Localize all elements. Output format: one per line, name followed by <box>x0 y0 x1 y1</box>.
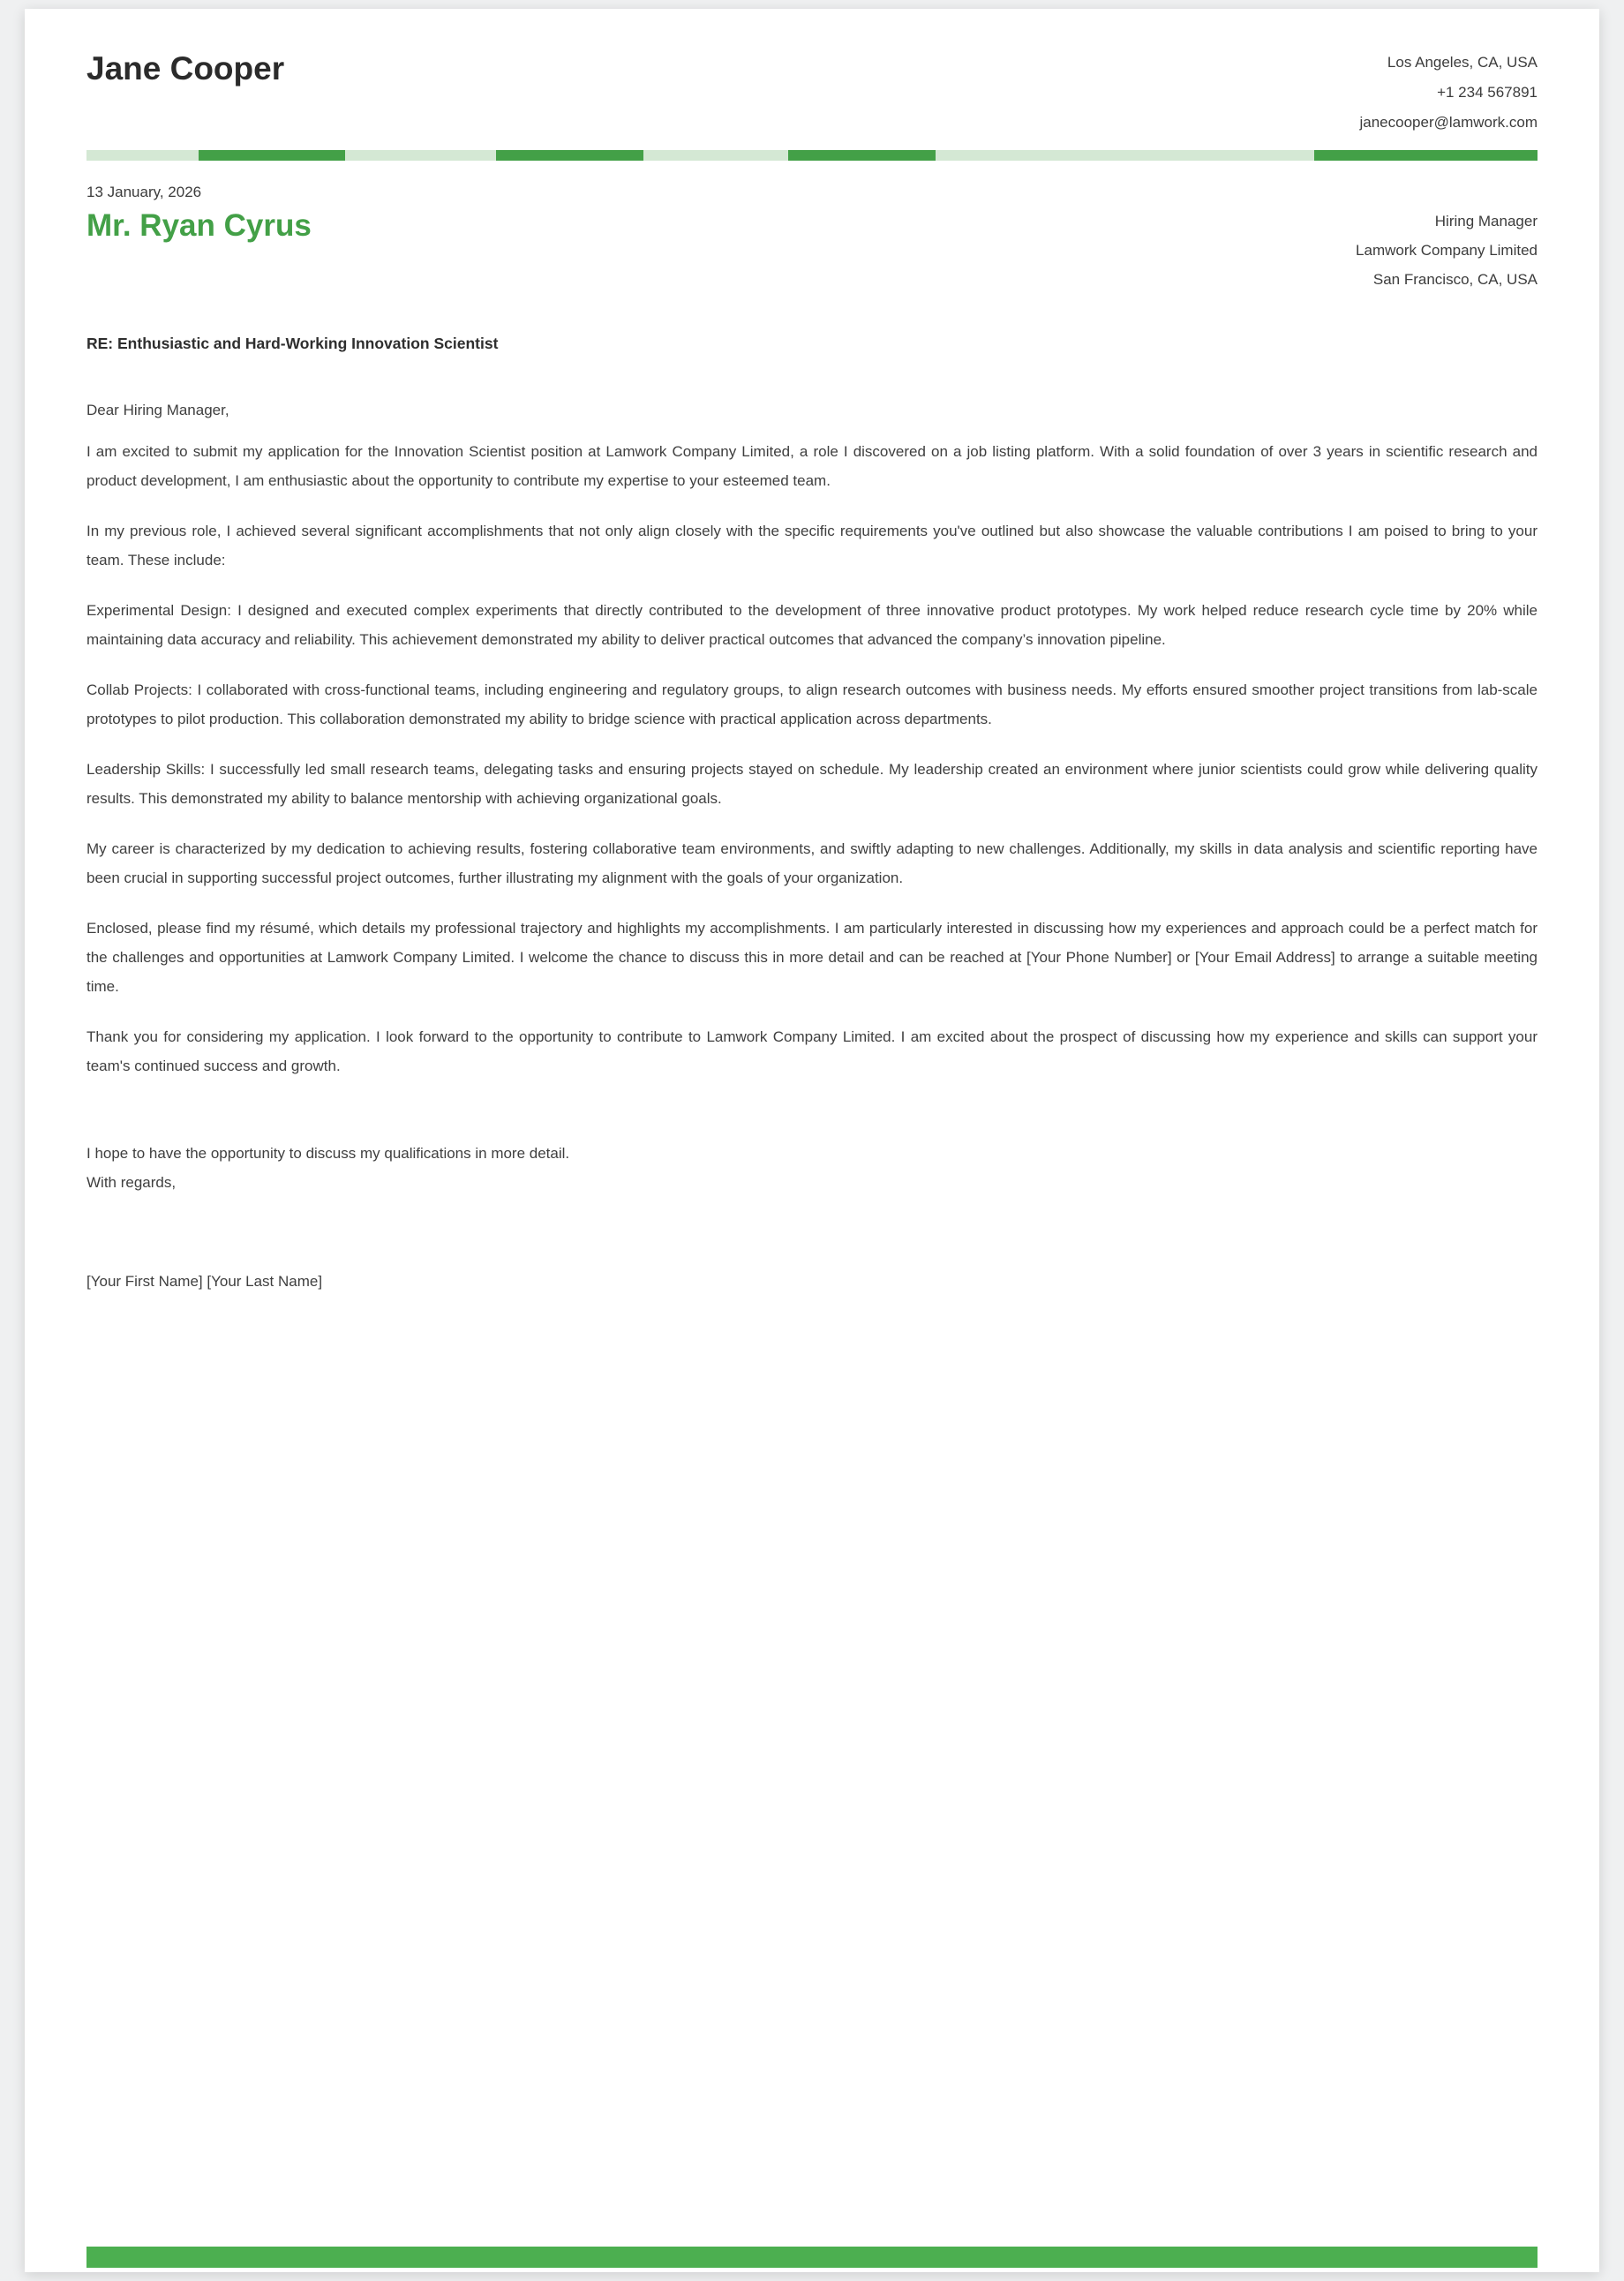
footer-bar <box>86 2247 1538 2268</box>
letter-body <box>86 395 1538 1080</box>
divider-segment <box>345 150 497 161</box>
sender-name: Jane Cooper <box>86 50 285 87</box>
divider-segment <box>199 150 345 161</box>
body-paragraph: Leadership Skills: I successfully led small research teams, delegating tasks and ensuring projects stayed on schedule. My leadership created an environment where junior scientists could grow while delivering quality results. This demonstrated my ability to balance mentorship with achieving organizational goals. <box>86 761 1538 807</box>
divider-segment <box>788 150 936 161</box>
cover-letter-page <box>25 9 1599 2272</box>
divider-segment <box>86 150 199 161</box>
divider-segment <box>936 150 1314 161</box>
divider-segment <box>643 150 788 161</box>
letter-header <box>86 48 1538 138</box>
sender-phone: +1 234 567891 <box>1437 84 1538 101</box>
body-paragraph: I am excited to submit my application for the Innovation Scientist position at Lamwork Company Limited, a role I discovered on a job listing platform. With a solid foundation of over 3 years in scientific research and product development, I am enthusiastic about the opportunity to contribute my expertise to your esteemed team. <box>86 443 1538 489</box>
body-paragraph: Collab Projects: I collaborated with cross-functional teams, including engineering and regulatory groups, to align research outcomes with business needs. My efforts ensured smoother project transitions from lab-scale prototypes to pilot production. This collaboration demonstrated my ability to bridge science with practical application across departments. <box>86 681 1538 727</box>
divider-segment <box>1314 150 1538 161</box>
body-paragraph: Experimental Design: I designed and executed complex experiments that directly contributed to the development of three innovative product prototypes. My work helped reduce research cycle time by 20% while maintaining data accuracy and reliability. This achievement demonstrated my ability to deliver practical outcomes that advanced the company’s innovation pipeline. <box>86 602 1538 648</box>
closing-block <box>86 1139 1538 1197</box>
signature-name: [Your First Name] [Your Last Name] <box>86 1273 323 1290</box>
sender-email: janecooper@lamwork.com <box>1359 114 1538 131</box>
salutation: Dear Hiring Manager, <box>86 402 229 418</box>
closing-line: I hope to have the opportunity to discuss my qualifications in more detail. <box>86 1145 570 1162</box>
sender-location: Los Angeles, CA, USA <box>1387 54 1538 71</box>
recipient-location: San Francisco, CA, USA <box>1372 271 1538 288</box>
body-paragraph: My career is characterized by my dedication to achieving results, fostering collaborative team environments, and swiftly adapting to new challenges. Additionally, my skills in data analysis and scientific reporting have been crucial in supporting successful project outcomes, further illustrating my alignment with the goals of your organization. <box>86 840 1538 886</box>
valediction: With regards, <box>86 1174 177 1191</box>
letter-date: 13 January, 2026 <box>86 184 202 200</box>
sender-contact-block <box>1359 48 1538 138</box>
recipient-name: Mr. Ryan Cyrus <box>86 208 312 243</box>
header-divider <box>86 150 1538 161</box>
body-paragraph: Thank you for considering my application. I look forward to the opportunity to contribute to Lamwork Company Limited. I am excited about the prospect of discussing how my experience and skills can support your team's continued success and growth. <box>86 1028 1538 1074</box>
body-paragraph: Enclosed, please find my résumé, which details my professional trajectory and highlights my accomplishments. I am particularly interested in discussing how my experiences and approach could be a perfect match for the challenges and opportunities at Lamwork Company Limited. I welcome the chance to discuss this in more detail and can be reached at [Your Phone Number] or [Your Email Address] to arrange a suitable meeting time. <box>86 920 1538 995</box>
recipient-row <box>86 207 1538 294</box>
recipient-contact-block <box>1356 207 1538 294</box>
recipient-company: Lamwork Company Limited <box>1356 242 1538 259</box>
divider-segment <box>496 150 643 161</box>
body-paragraph: In my previous role, I achieved several significant accomplishments that not only align closely with the specific requirements you've outlined but also showcase the valuable contributions I am poised to bring to your team. These include: <box>86 523 1538 568</box>
subject-line: RE: Enthusiastic and Hard-Working Innovation Scientist <box>86 335 499 352</box>
recipient-title: Hiring Manager <box>1434 213 1538 230</box>
